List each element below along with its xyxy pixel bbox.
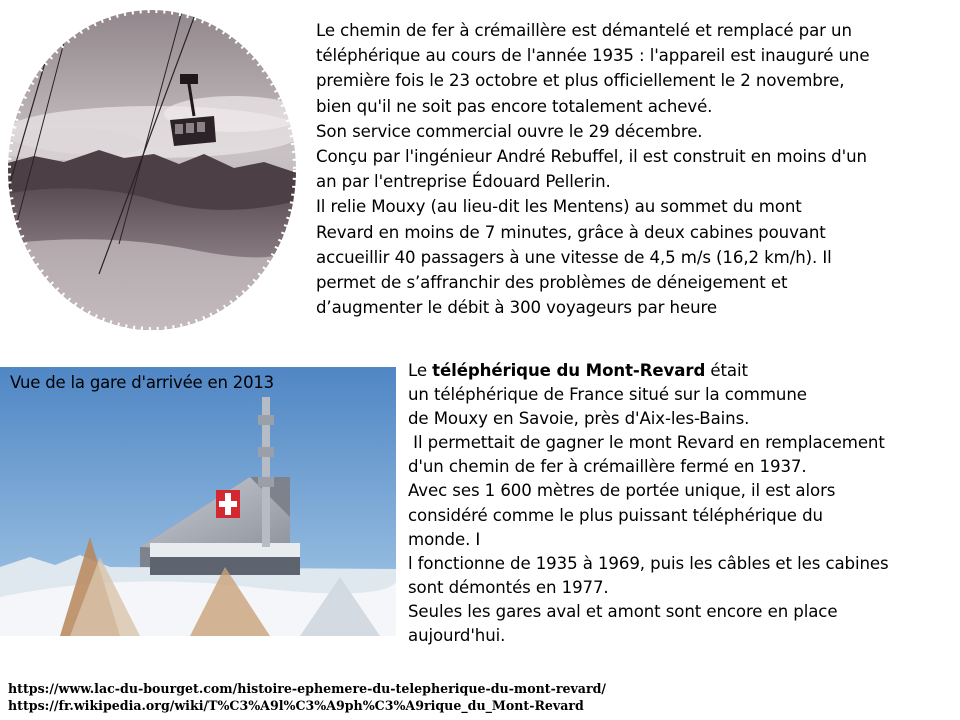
text-line: Le chemin de fer à crémaillère est démantelé et remplacé par un	[316, 21, 852, 40]
text-line: Son service commercial ouvre le 29 décembre.	[316, 121, 703, 141]
text-fragment: était	[705, 361, 748, 380]
text-line: monde. I	[408, 529, 481, 549]
text-line: Il relie Mouxy (au lieu-dit les Mentens) au sommet du mont	[316, 197, 802, 217]
text-line	[408, 359, 956, 383]
text-fragment: Le	[408, 361, 433, 380]
text-line: première fois le 23 octobre et plus officiellement le 2 novembre,	[316, 71, 845, 91]
source-link-wikipedia[interactable]: https://fr.wikipedia.org/wiki/T%C3%A9l%C3%A9ph%C3%A9rique_du_Mont-Revard	[8, 698, 584, 713]
source-links	[8, 680, 606, 714]
text-line: Conçu par l'ingénieur André Rebuffel, il est construit en moins d'un	[316, 147, 867, 167]
text-line: d’augmenter le débit à 300 voyageurs par heure	[316, 298, 717, 318]
text-line: l fonctionne de 1935 à 1969, puis les câbles et les cabines	[408, 553, 889, 573]
photo-caption: Vue de la gare d'arrivée en 2013	[10, 373, 274, 392]
description-paragraph	[408, 359, 956, 648]
text-line: Revard en moins de 7 minutes, grâce à deux cabines pouvant	[316, 222, 826, 242]
text-line: permet de s’affranchir des problèmes de déneigement et	[316, 273, 788, 293]
bold-title: téléphérique du Mont-Revard	[432, 361, 706, 380]
history-paragraph	[316, 18, 952, 320]
text-line: d'un chemin de fer à crémaillère fermé en 1937.	[408, 457, 807, 477]
text-line: sont démontés en 1977.	[408, 577, 609, 597]
text-line: téléphérique au cours de l'année 1935 : l'appareil est inauguré une	[316, 46, 870, 66]
arrival-station-photo	[0, 367, 396, 636]
text-line: de Mouxy en Savoie, près d'Aix-les-Bains.	[408, 409, 750, 429]
source-link-lac-du-bourget[interactable]: https://www.lac-du-bourget.com/histoire-ephemere-du-telepherique-du-mont-revard/	[8, 681, 607, 696]
text-line: Il permettait de gagner le mont Revard en remplacement	[408, 433, 885, 453]
text-line: an par l'entreprise Édouard Pellerin.	[316, 172, 611, 192]
text-line: aujourd'hui.	[408, 626, 506, 646]
text-line: bien qu'il ne soit pas encore totalement achevé.	[316, 96, 713, 116]
vintage-cablecar-photo	[4, 4, 300, 334]
text-line: un téléphérique de France situé sur la commune	[408, 385, 807, 405]
text-line: considéré comme le plus puissant téléphérique du	[408, 505, 823, 525]
text-line: Avec ses 1 600 mètres de portée unique, il est alors	[408, 481, 836, 501]
text-line: accueillir 40 passagers à une vitesse de 4,5 m/s (16,2 km/h). Il	[316, 247, 832, 267]
text-line: Seules les gares aval et amont sont encore en place	[408, 601, 838, 621]
